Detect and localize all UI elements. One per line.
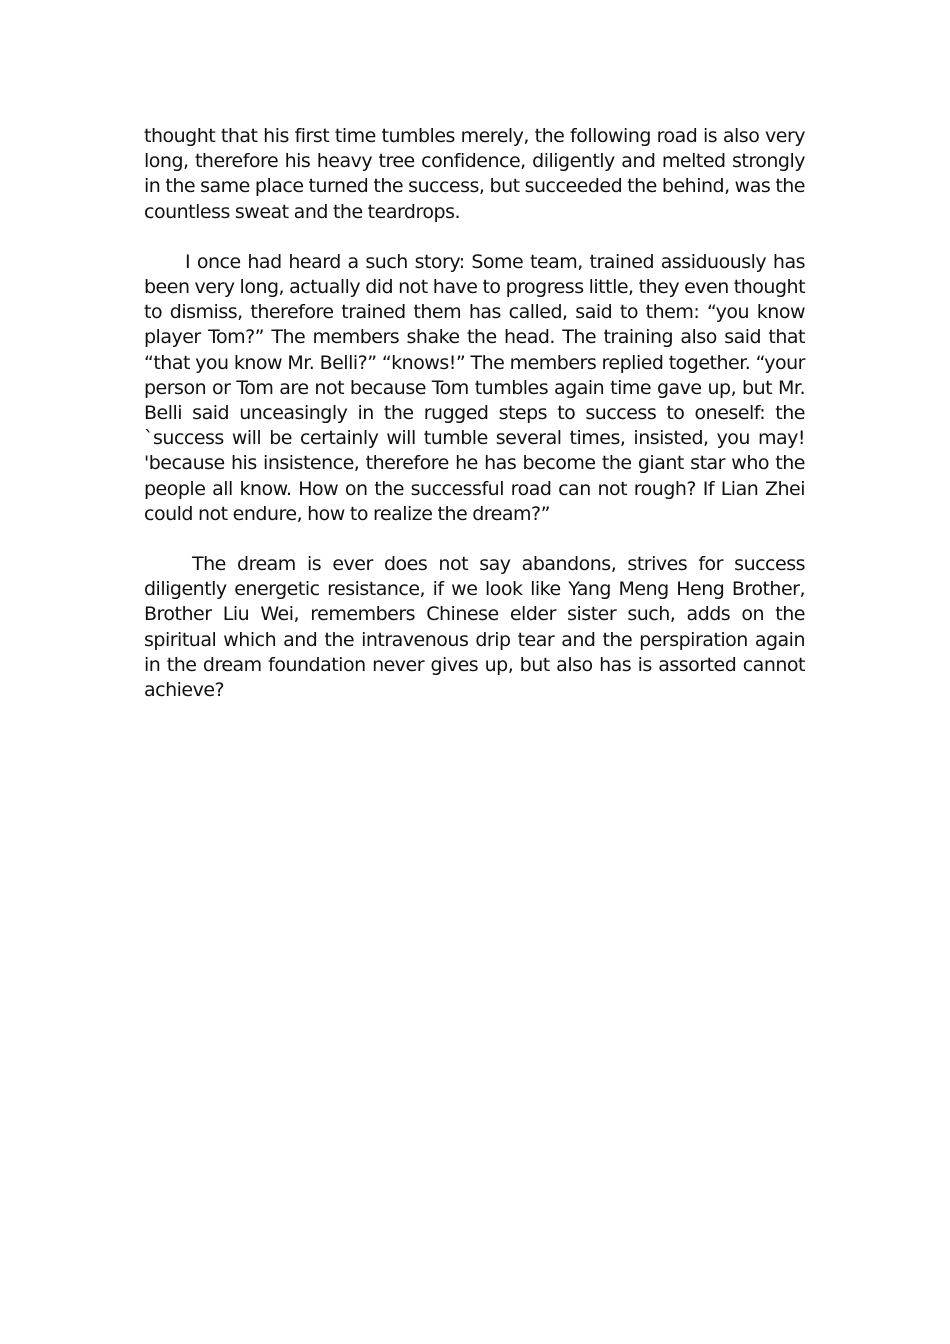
document-body [144,124,805,728]
paragraph-1: thought that his first time tumbles merely, the following road is also very long, therefore his heavy tree confidence, diligently and melted strongly in the same place turned the success, but succeeded the behind, was the countless sweat and the teardrops. [144,125,805,223]
paragraph-3: The dream is ever does not say abandons, strives for success diligently energetic resistance, if we look like Yang Meng Heng Brother, Brother Liu Wei, remembers Chinese elder sister such, adds on the spiritual which and the intravenous drip tear and the perspiration again in the dream foundation never gives up, but also has is assorted cannot achieve? [144,553,805,702]
paragraph-2: I once had heard a such story: Some team, trained assiduously has been very long, actually did not have to progress little, they even thought to dismiss, therefore trained them has called, said to them: “you know player Tom?” The members shake the head. The training also said that “that you know Mr. Belli?” “knows!” The members replied together. “your person or Tom are not because Tom tumbles again time gave up, but Mr. Belli said unceasingly in the rugged steps to success to oneself: the `success will be certainly will tumble several times, insisted, you may! 'because his insistence, therefore he has become the giant star who the people all know. How on the successful road can not rough? If Lian Zhei could not endure, how to realize the dream?” [144,250,806,525]
